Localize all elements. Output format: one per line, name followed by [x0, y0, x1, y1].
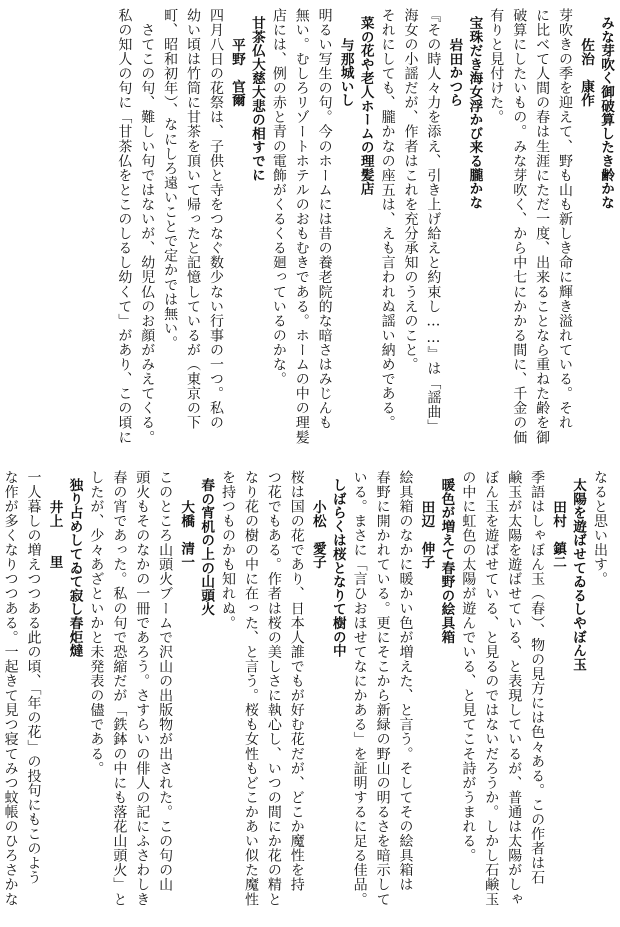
author-name: 大橋 清一 [178, 500, 195, 569]
commentary-line: 破算にしたいもの。みな芽吹く、から中七にかかる間に、千金の価 [511, 8, 528, 445]
commentary-line: つ花でもある。作者は桜の美しさに執心し、いつの間にか花の精と [265, 470, 282, 907]
commentary-line: ぼん玉を遊ばせている、と見るのではないだろうか。しかし石鹸玉 [483, 470, 500, 907]
commentary-line: 無い。むしろリゾートホテルのおもむきである。ホームの中の理髪 [293, 8, 310, 445]
commentary-line: いる。まさに「言ひおほせてなにかある」を証明するに足る佳品。 [351, 470, 368, 907]
commentary-line: に比べて人間の春は生涯にただ一度、出来ることなら重ねた齢を御 [534, 8, 551, 445]
commentary-line: 一人暮しの増えつつある此の頃、「年の花」の投句にもこのよう [25, 470, 42, 885]
commentary-line: 有りと見付けた。 [488, 8, 505, 125]
commentary-line: なり花の樹の中に在った、と言う。桜も女性もどこかあい似た魔性 [242, 470, 259, 907]
author-name: 佐治 康作 [578, 38, 594, 107]
commentary-line: 『その時人々力を添え、引き上げ給えと約束し……』は「謡曲」 [425, 8, 442, 434]
commentary-line: このところ山頭火ブームで沢山の出版物が出された。この句の山 [157, 470, 174, 892]
commentary-line: 町、昭和初年）、なにしろ遠いことで定かでは無い。 [162, 8, 179, 351]
commentary-line: さてこの句、難しい句ではないが、幼児仏のお顔がみえてくる。 [139, 8, 156, 445]
haiku-verse: 春の宵机の上の山頭火 大橋 清一 [176, 478, 216, 920]
commentary-line: 鹸玉が太陽を遊ばせている、と表現しているが、普通は太陽がしゃ [506, 470, 523, 907]
haiku-verse: 菜の花や老人ホームの理髪店 与那城いし [336, 16, 376, 436]
commentary-line: な作が多くなりつつある。一起きて見つ寝てみつ蚊帳のひろさかな [2, 470, 19, 907]
commentary-line: 桜は国の花であり、日本人誰でもが好む花だが、どこか魔性を持 [288, 470, 305, 892]
haiku-verse: みな芽吹く御破算したき齢かな 佐治 康作 [576, 16, 616, 436]
haiku-verse: しばらくは桜となりて樹の中 小松 愛子 [308, 478, 348, 920]
commentary-line: の中に虹色の太陽が遊んでいる、と見てこそ詩がうまれる。 [460, 470, 477, 863]
commentary-line: 頭火もそのなかの一冊であろう。さすらいの俳人の記にふさわしき [134, 470, 151, 907]
author-name: 平野 官爾 [228, 38, 245, 107]
commentary-line: 絵具箱のなかに暖かい色が増えた、と言う。そしてその絵具箱は [397, 470, 414, 892]
commentary-line: 四月八日の花祭は、子供と寺をつなぐ数少ない行事の一つ。私の [207, 8, 224, 430]
upper-text-block [10, 8, 616, 445]
commentary-line: したが、少々あざといかと未発表の儘である。 [88, 470, 105, 776]
commentary-line: を持つものかも知れぬ。 [220, 470, 237, 631]
haiku-verse: 暖色が増えて春野の絵具箱 田辺 伸子 [416, 478, 456, 920]
commentary-line: 芽吹きの季を迎えて、野も山も新しき命に輝き溢れている。それ [557, 8, 573, 430]
haiku-verse: 甘茶仏大慈大悲の相すでに 平野 官爾 [227, 16, 267, 436]
commentary-line: 明るい写生の句。今のホームには昔の養老院的な暗さはみじんも [316, 8, 333, 430]
author-name: 井上 里 [46, 500, 63, 569]
commentary-line: 幼い頃は竹筒に甘茶を頂いて帰ったと記憶しているが（東京の下 [185, 8, 202, 430]
commentary-line: なると思い出す。 [592, 470, 608, 587]
lower-text-block [2, 470, 611, 920]
commentary-line: 店には、例の赤と青の電飾がくるくる廻っているのかな。 [270, 8, 287, 387]
author-name: 岩田かつら [446, 38, 463, 107]
commentary-line: 春の宵であった。私の句で恐縮だが「鉄鉢の中にも落花山頭火」と [111, 470, 128, 907]
haiku-verse: 太陽を遊ばせてゐるしやぼん玉 田村 鎮二 [548, 478, 588, 920]
author-name: 与那城いし [337, 38, 354, 107]
commentary-line: 季語はしゃぼん玉（春）、物の見方には色々ある。この作者は石 [529, 470, 546, 885]
author-name: 田辺 伸子 [418, 500, 435, 569]
author-name: 田村 鎮二 [550, 500, 567, 569]
commentary-line: それにしても、朧かなの座五は、えも言われぬ謡い納めである。 [379, 8, 396, 430]
commentary-line: 私の知人の句に「甘茶仏をとこのしるし幼くて」があり、この頃に [116, 8, 133, 445]
commentary-line: 春野に開かれている。更にそこから新緑の野山の明るさを暗示して [374, 470, 391, 907]
author-name: 小松 愛子 [309, 500, 326, 569]
haiku-verse: 独り占めしてゐて寂し春炬燵 井上 里 [45, 478, 85, 920]
haiku-verse: 宝珠だき海女浮かび来る朧かな 岩田かつら [444, 16, 484, 436]
commentary-line: 海女の小謡だが、作者はこれを充分承知のうえのこと。 [402, 8, 419, 372]
